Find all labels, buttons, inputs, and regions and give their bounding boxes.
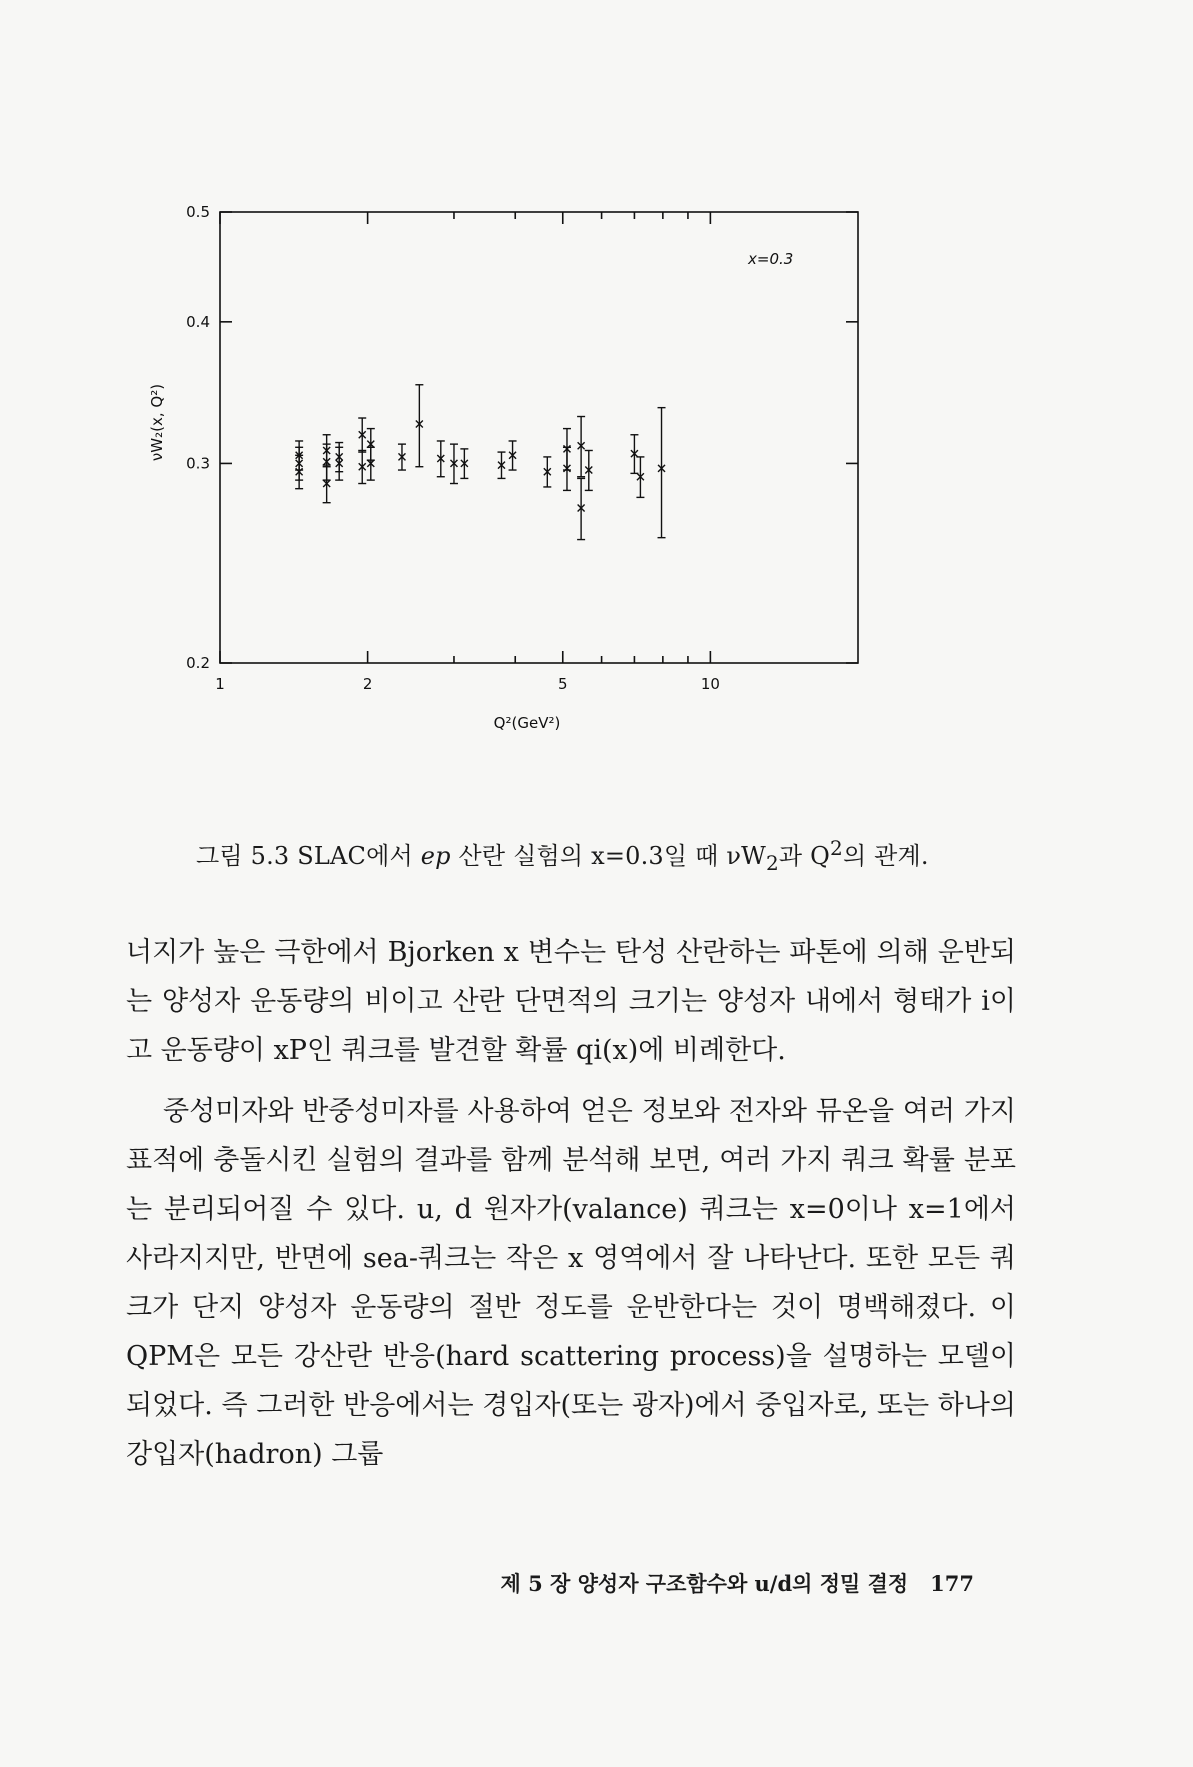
x-value-annotation: x=0.3 — [748, 250, 794, 268]
y-tick-label: 0.4 — [186, 312, 210, 331]
y-tick-label: 0.5 — [186, 203, 210, 221]
y-tick-label: 0.3 — [186, 454, 210, 473]
figure-caption — [196, 836, 1016, 875]
x-axis-label: Q²(GeV²) — [493, 714, 561, 732]
nu-w2-chart — [150, 195, 980, 835]
x-tick-label: 10 — [700, 675, 720, 693]
x-tick-label: 5 — [557, 675, 568, 693]
body-text — [126, 928, 1016, 1479]
x-tick-label: 1 — [215, 675, 225, 693]
caption-prefix: 그림 5.3 SLAC에서 — [196, 842, 413, 870]
y-tick-label: 0.2 — [186, 654, 210, 672]
x-tick-label: 2 — [362, 675, 373, 693]
page-number: 177 — [930, 1571, 974, 1596]
caption-mid: 산란 실험의 x=0.3일 때 νW — [458, 842, 766, 870]
paragraph-2: 중성미자와 반중성미자를 사용하여 얻은 정보와 전자와 뮤온을 여러 가지 표적에 충돌시킨 실험의 결과를 함께 분석해 보면, 여러 가지 쿼크 확률 분포는 분리되어질 수 있다. u, d 원자가(valance) 쿼크는 x=0이나 x=1에서 사라지지만, 반면에 sea-쿼크는 작은 x 영역에서 잘 나타난다. 또한 모든 쿼크가 단지 양성자 운동량의 절반 정도를 운반한다는 것이 명백해졌다. 이 QPM은 모든 강산란 반응(hard scattering process)을 설명하는 모델이 되었다. 즉 그러한 반응에서는 경입자(또는 광자)에서 중입자로, 또는 하나의 강입자(hadron) 그룹 — [126, 1096, 1016, 1470]
caption-ep: ep — [420, 842, 451, 870]
figure — [150, 195, 980, 835]
plot-frame — [220, 212, 858, 663]
paragraph-1: 너지가 높은 극한에서 Bjorken x 변수는 탄성 산란하는 파톤에 의해 운반되는 양성자 운동량의 비이고 산란 단면적의 크기는 양성자 내에서 형태가 i이고 운동량이 xP인 쿼크를 발견할 확률 qi(x)에 비례한다. — [126, 937, 1016, 1066]
page-footer — [468, 1568, 974, 1598]
caption-sup: 2 — [830, 836, 843, 860]
y-axis-label: νW₂(x, Q²) — [148, 383, 166, 462]
caption-sub: 2 — [765, 850, 779, 875]
footer-chapter: 제 5 장 양성자 구조함수와 u/d의 정밀 결정 — [500, 1571, 909, 1596]
caption-end: 의 관계. — [842, 842, 929, 870]
caption-mid2: 과 Q — [778, 842, 831, 870]
